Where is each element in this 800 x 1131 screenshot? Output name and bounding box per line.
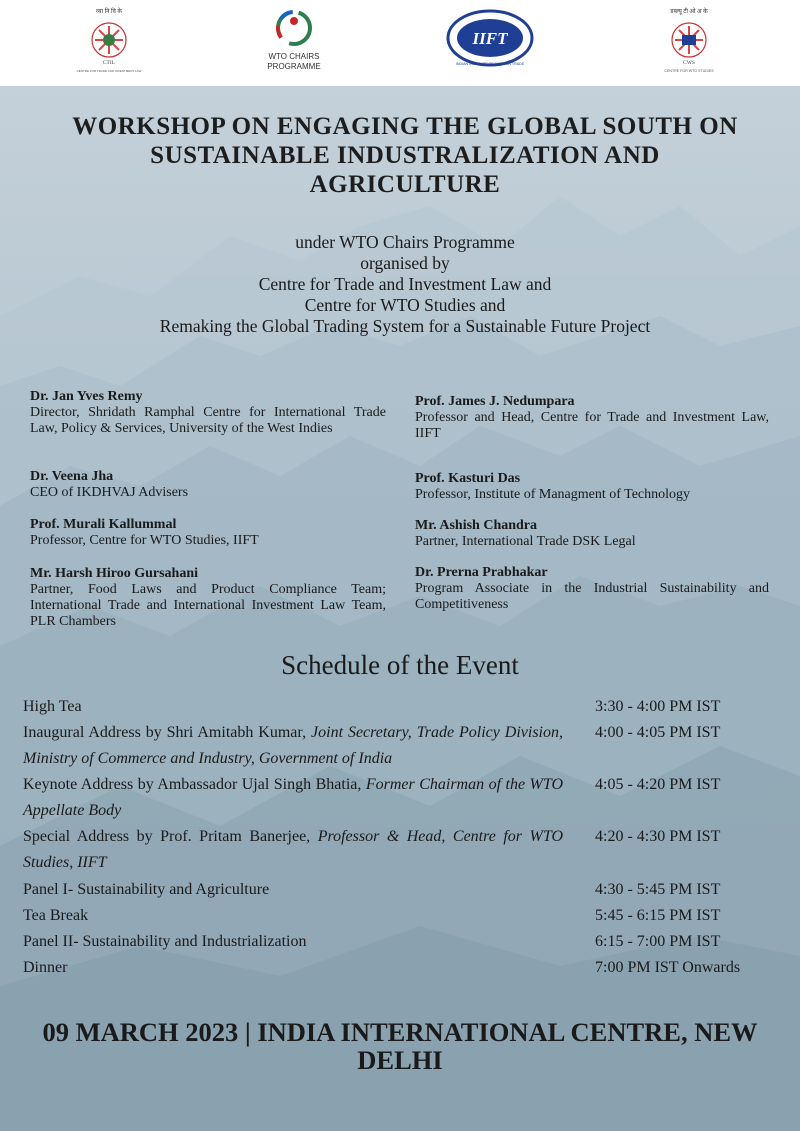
schedule-time: 6:15 - 7:00 PM IST xyxy=(595,933,721,950)
schedule-event xyxy=(23,955,563,981)
speaker-role: Professor and Head, Centre for Trade and Investment Law, IIFT xyxy=(415,410,769,441)
speaker-role: Director, Shridath Ramphal Centre for International Trade Law, Policy & Services, University of the West Indies xyxy=(30,405,386,436)
schedule-event xyxy=(23,903,563,929)
speaker-entry xyxy=(415,471,769,503)
svg-text:CENTRE FOR TRADE AND INVESTMEN: CENTRE FOR TRADE AND INVESTMENT LAW xyxy=(76,69,142,73)
organiser-line: under WTO Chairs Programme xyxy=(295,232,515,252)
speaker-entry xyxy=(30,517,386,549)
schedule-event xyxy=(23,694,563,720)
schedule-event xyxy=(23,824,563,876)
cws-logo xyxy=(660,4,718,76)
date-venue-line: 09 MARCH 2023 | INDIA INTERNATIONAL CENTRE, NEW xyxy=(42,1017,758,1047)
speaker-entry xyxy=(415,518,769,550)
organiser-line: Remaking the Global Trading System for a Sustainable Future Project xyxy=(159,316,651,336)
svg-text:PROGRAMME: PROGRAMME xyxy=(267,62,321,71)
schedule-heading: Schedule of the Event xyxy=(281,650,519,680)
speaker-name: Prof. James J. Nedumpara xyxy=(415,394,575,409)
speaker-role: Professor, Centre for WTO Studies, IIFT xyxy=(30,533,259,548)
speaker-name: Prof. Murali Kallummal xyxy=(30,517,177,532)
speaker-role: Program Associate in the Industrial Sustainability and Competitiveness xyxy=(415,581,769,612)
iift-logo xyxy=(444,8,536,68)
title-line: WORKSHOP ON ENGAGING THE GLOBAL SOUTH ON xyxy=(72,113,738,140)
event-detail: Joint Secretary, Trade Policy Division, Ministry of Commerce and Industry, Government of India xyxy=(23,724,564,767)
event-text: Inaugural Address by Shri Amitabh Kumar, xyxy=(23,724,312,741)
logo-bar xyxy=(0,0,800,86)
organiser-line: Centre for WTO Studies and xyxy=(304,295,506,315)
event-text: Keynote Address by Ambassador Ujal Singh Bhatia, xyxy=(23,776,366,793)
speaker-name: Mr. Harsh Hiroo Gursahani xyxy=(30,566,199,581)
speaker-name: Prof. Kasturi Das xyxy=(415,471,521,486)
svg-text:WTO CHAIRS: WTO CHAIRS xyxy=(268,52,320,61)
speaker-role: Professor, Institute of Managment of Technology xyxy=(415,487,691,502)
event-text: Tea Break xyxy=(23,907,89,924)
event-text: Panel II- Sustainability and Industrialization xyxy=(23,933,307,950)
speaker-entry xyxy=(30,469,386,501)
schedule-time: 4:05 - 4:20 PM IST xyxy=(595,776,721,793)
organisers-block xyxy=(40,232,770,337)
schedule-event xyxy=(23,877,563,903)
speaker-entry xyxy=(415,565,769,613)
speaker-entry xyxy=(30,566,386,630)
speaker-name: Dr. Jan Yves Remy xyxy=(30,389,143,404)
svg-text:व्या नि वि के: व्या नि वि के xyxy=(96,9,122,15)
event-text: High Tea xyxy=(23,698,82,715)
date-venue xyxy=(20,1018,780,1074)
schedule-time: 4:00 - 4:05 PM IST xyxy=(595,724,721,741)
event-text: Panel I- Sustainability and Agriculture xyxy=(23,881,270,898)
event-text: Dinner xyxy=(23,959,68,976)
speaker-role: Partner, International Trade DSK Legal xyxy=(415,534,636,549)
event-detail: Former Chairman of the WTO Appellate Body xyxy=(23,776,564,819)
schedule-time: 4:30 - 5:45 PM IST xyxy=(595,881,721,898)
schedule-time: 4:20 - 4:30 PM IST xyxy=(595,828,721,845)
title-line: SUSTAINABLE INDUSTRALIZATION AND xyxy=(150,142,660,169)
ctil-logo xyxy=(76,4,142,76)
title-line: AGRICULTURE xyxy=(309,171,501,198)
speaker-role: CEO of IKDHVAJ Advisers xyxy=(30,485,189,500)
speaker-name: Mr. Ashish Chandra xyxy=(415,518,538,533)
schedule-event xyxy=(23,772,563,824)
wto-chairs-logo xyxy=(258,6,330,74)
speaker-name: Dr. Prerna Prabhakar xyxy=(415,565,548,580)
schedule-time: 5:45 - 6:15 PM IST xyxy=(595,907,721,924)
organiser-line: organised by xyxy=(360,253,450,273)
speaker-entry xyxy=(30,389,386,437)
schedule-event xyxy=(23,929,563,955)
schedule-time: 7:00 PM IST Onwards xyxy=(595,959,741,976)
schedule-time: 3:30 - 4:00 PM IST xyxy=(595,698,721,715)
speaker-entry xyxy=(415,394,769,442)
speaker-name: Dr. Veena Jha xyxy=(30,469,114,484)
event-text: Special Address by Prof. Pritam Banerjee, xyxy=(23,828,318,845)
svg-text:डब्ल्यू टी ओ अ के: डब्ल्यू टी ओ अ के xyxy=(670,9,708,15)
svg-text:CTIL: CTIL xyxy=(102,60,116,66)
workshop-title xyxy=(40,112,770,199)
svg-text:CWS: CWS xyxy=(683,60,695,66)
organiser-line: Centre for Trade and Investment Law and xyxy=(258,274,552,294)
svg-text:INDIAN INSTITUTE OF FOREIGN TR: INDIAN INSTITUTE OF FOREIGN TRADE xyxy=(455,62,525,66)
svg-text:IIFT: IIFT xyxy=(472,29,508,48)
schedule-event xyxy=(23,720,563,772)
svg-text:CENTRE FOR WTO STUDIES: CENTRE FOR WTO STUDIES xyxy=(664,69,714,73)
speaker-role: Partner, Food Laws and Product Compliance Team; International Trade and International Investment Law Team, PLR Chambers xyxy=(30,582,386,629)
event-detail: Professor & Head, Centre for WTO Studies, IIFT xyxy=(23,828,564,871)
date-venue-line: DELHI xyxy=(357,1045,443,1075)
